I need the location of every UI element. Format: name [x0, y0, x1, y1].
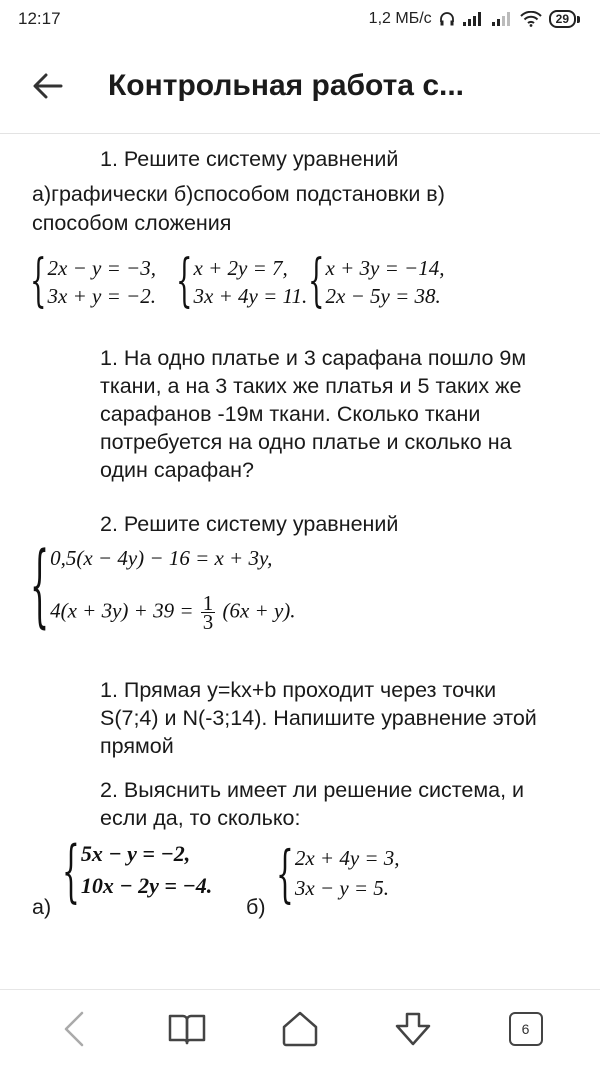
brace: {	[176, 249, 193, 315]
nav-reader-button[interactable]	[152, 999, 222, 1059]
equation: 2x − y = −3,	[47, 256, 156, 280]
equation: 3x + 4y = 11.	[193, 284, 308, 308]
text-line: сарафанов -19м ткани. Сколько ткани	[100, 402, 481, 426]
equation: 3x − y = 5.	[294, 876, 390, 900]
brace: {	[30, 249, 47, 315]
book-icon	[167, 1012, 207, 1046]
headphones-icon	[439, 11, 455, 27]
status-bar	[0, 0, 600, 38]
text-line: 2. Выяснить имеет ли решение система, и	[100, 778, 525, 802]
task2-paragraph	[100, 344, 526, 484]
task5-paragraph	[100, 776, 524, 832]
equation-right: (6x + y).	[222, 598, 296, 623]
equation-system-b	[176, 249, 308, 315]
tab-count: 6	[521, 1020, 530, 1037]
back-button[interactable]	[12, 56, 84, 116]
page-title: Контрольная работа с...	[108, 68, 465, 102]
brace: {	[62, 830, 80, 910]
equation-system-f	[276, 836, 400, 910]
nav-back-button[interactable]	[39, 999, 109, 1059]
status-icons	[369, 10, 580, 28]
equation-system-c	[308, 249, 445, 315]
equation: 2x + 4y = 3,	[294, 846, 400, 870]
arrow-left-icon	[33, 73, 63, 99]
equation: 0,5(x − 4y) − 16 = x + 3y,	[50, 546, 273, 570]
fraction-numerator: 1	[202, 591, 214, 615]
equation: x + 2y = 7,	[193, 256, 288, 280]
fraction	[201, 591, 216, 634]
network-speed: 1,2 МБ/с	[368, 10, 432, 27]
brace: {	[30, 535, 50, 640]
equation: 2x − 5y = 38.	[325, 284, 441, 308]
brace: {	[308, 249, 325, 315]
status-time: 12:17	[18, 9, 61, 28]
text-line: один сарафан?	[100, 458, 254, 482]
text-line: потребуется на одно платье и сколько на	[100, 430, 512, 454]
task1-heading: 1. Решите систему уравнений	[100, 147, 399, 171]
back-icon	[63, 1011, 85, 1047]
equation	[50, 591, 296, 634]
tabs-icon	[509, 1012, 543, 1046]
battery-icon	[549, 10, 580, 28]
text-line: 1. На одно платье и 3 сарафана пошло 9м	[100, 346, 527, 370]
label-b: б)	[246, 895, 266, 919]
app-bar	[0, 38, 600, 134]
equation: x + 3y = −14,	[325, 256, 445, 280]
fraction-denominator: 3	[202, 610, 214, 634]
task4-paragraph	[100, 676, 537, 760]
equation-left: 4(x + 3y) + 39 =	[50, 598, 194, 623]
equation-system-e	[62, 830, 213, 910]
text-line: если да, то сколько:	[100, 806, 301, 830]
nav-home-button[interactable]	[265, 999, 335, 1059]
home-icon	[280, 1010, 320, 1048]
task1-methods-line2: способом сложения	[32, 211, 232, 235]
task3-heading: 2. Решите систему уравнений	[100, 512, 399, 536]
nav-tabs-button[interactable]	[491, 999, 561, 1059]
label-a: а)	[32, 895, 52, 919]
document-content[interactable]	[0, 134, 600, 989]
signal-icon	[462, 11, 484, 27]
text-line: 1. Прямая y=kx+b проходит через точки	[100, 678, 497, 702]
bottom-navigation	[0, 989, 600, 1067]
task1-methods-line1: а)графически б)способом подстановки в)	[32, 182, 445, 206]
signal-2-icon	[491, 11, 513, 27]
text-line: S(7;4) и N(-3;14). Напишите уравнение этой	[100, 706, 537, 730]
wifi-icon	[520, 11, 542, 27]
equation: 3x + y = −2.	[47, 284, 156, 308]
nav-download-button[interactable]	[378, 999, 448, 1059]
text-line: прямой	[100, 734, 174, 758]
battery-level: 29	[549, 10, 576, 28]
equation: 5x − y = −2,	[80, 841, 191, 866]
brace: {	[276, 836, 294, 910]
equation: 10x − 2y = −4.	[80, 873, 213, 898]
equation-system-d	[30, 535, 296, 640]
equation-system-a	[30, 249, 156, 315]
download-icon	[392, 1011, 434, 1047]
text-line: ткани, а на 3 таких же платья и 5 таких же	[100, 374, 522, 398]
